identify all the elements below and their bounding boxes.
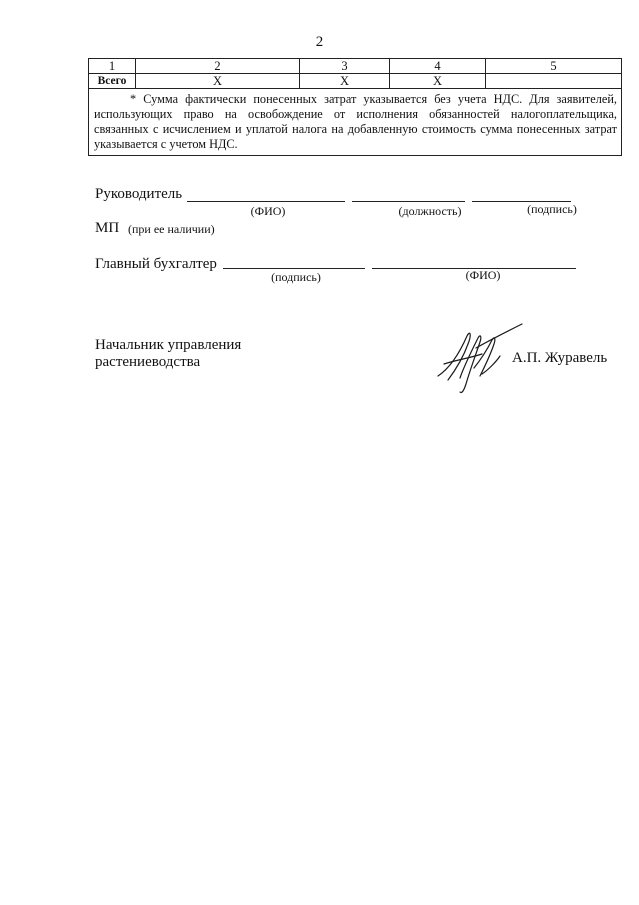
table-total-row (89, 74, 622, 89)
accountant-signature-caption: (подпись) (271, 270, 321, 284)
accountant-signature-line (223, 268, 365, 269)
header-cell: 5 (486, 59, 622, 74)
head-label: Руководитель (95, 186, 183, 202)
signer-title-line1: Начальник управления (95, 337, 242, 353)
head-fio-caption: (ФИО) (250, 204, 286, 218)
head-position-caption: (должность) (398, 204, 462, 218)
head-fio-line (187, 201, 345, 202)
total-cell: Х (300, 74, 390, 89)
head-signature-caption: (подпись) (527, 202, 577, 216)
signer-name: А.П. Журавель (512, 350, 608, 366)
total-cell (486, 74, 622, 89)
head-position-line (352, 201, 465, 202)
stamp-note: (при ее наличии) (128, 222, 215, 236)
total-cell: Х (136, 74, 300, 89)
page-number: 2 (315, 34, 324, 50)
total-label: Всего (89, 74, 136, 89)
table-note-row (89, 89, 622, 156)
header-cell: 3 (300, 59, 390, 74)
header-cell: 2 (136, 59, 300, 74)
accountant-label: Главный бухгалтер (95, 256, 217, 272)
footnote-text: * Сумма фактически понесенных затрат указывается без учета НДС. Для заявителей, использующих право на освобождение от исполнения обязанностей налогоплательщика, связанных с исчислением и уплатой налога на добавленную стоимость сумма понесенных затрат указывается с учетом НДС. (94, 92, 617, 151)
header-cell: 1 (89, 59, 136, 74)
table-header-row (89, 59, 622, 74)
header-cell: 4 (390, 59, 486, 74)
total-cell: Х (390, 74, 486, 89)
stamp-label: МП (95, 220, 120, 236)
accountant-fio-caption: (ФИО) (465, 268, 501, 282)
signer-title-line2: растениеводства (95, 354, 201, 370)
costs-table (88, 58, 622, 156)
table-footnote (89, 89, 622, 156)
